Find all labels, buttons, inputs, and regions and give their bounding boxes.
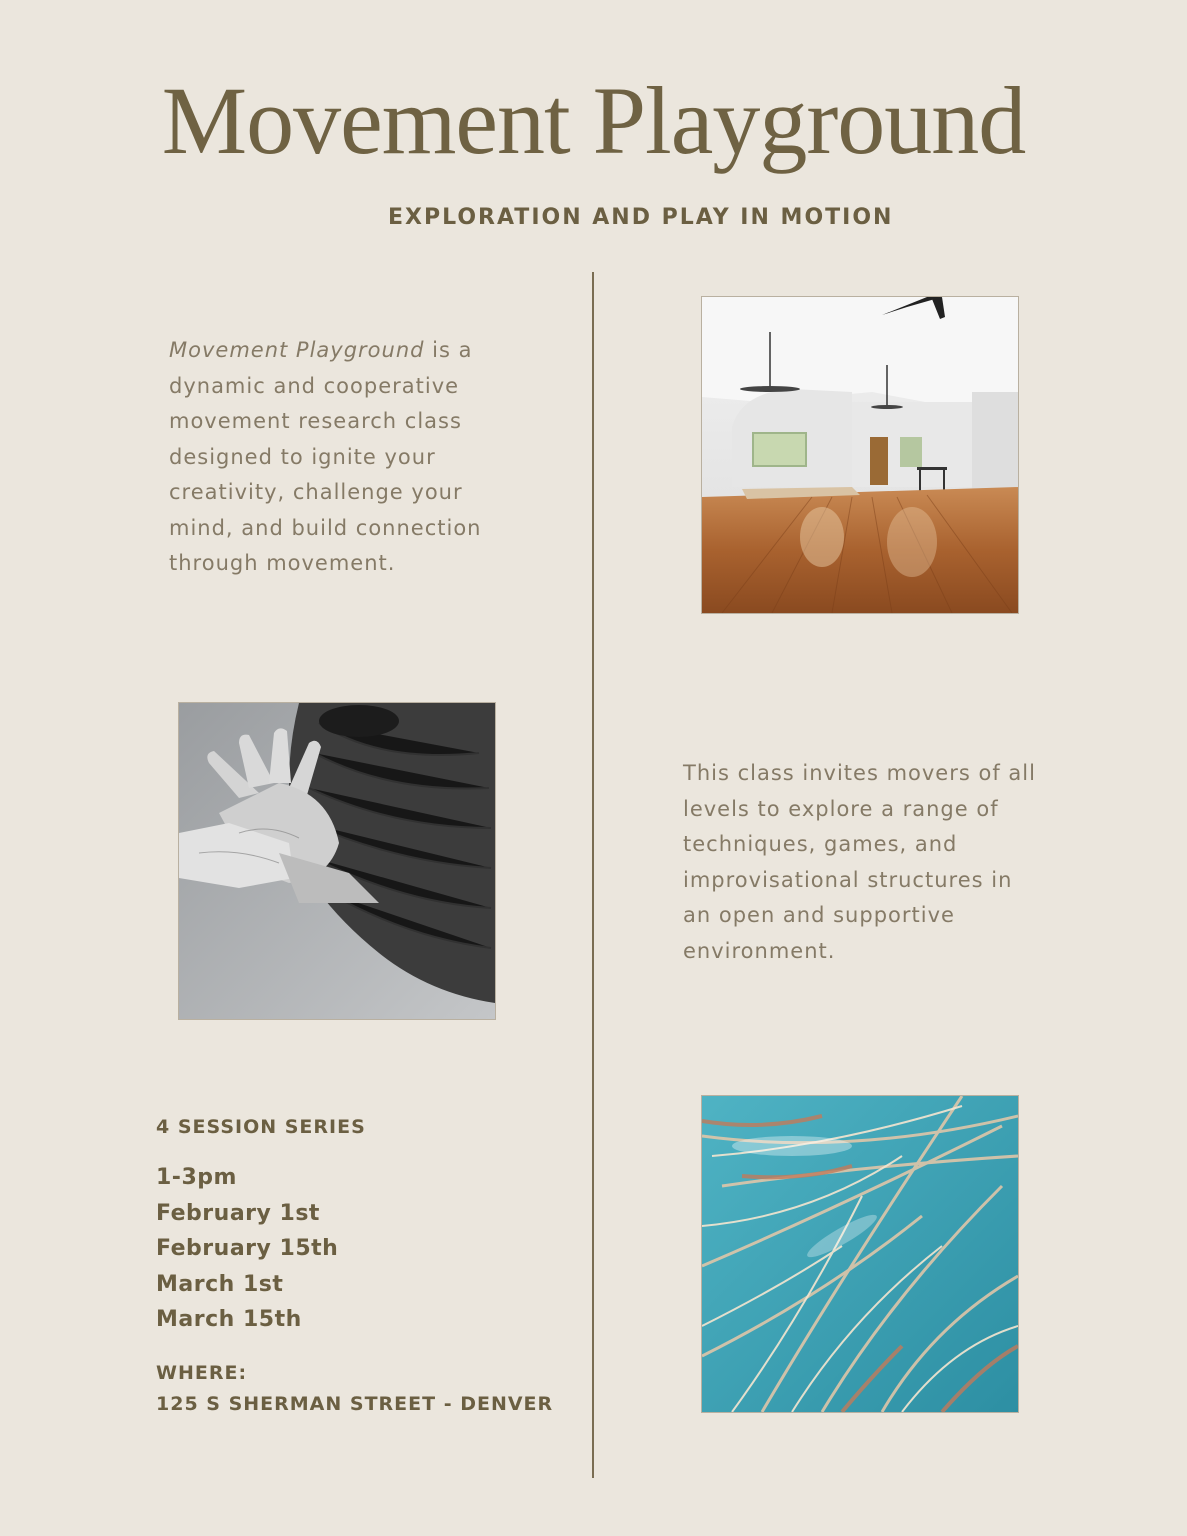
- schedule-details: [156, 1116, 553, 1420]
- session-date: February 15th: [156, 1236, 339, 1261]
- location-block: [156, 1358, 553, 1420]
- hands-photo: [178, 702, 496, 1020]
- location-address: 125 S SHERMAN STREET - DENVER: [156, 1392, 554, 1415]
- page-title: Movement Playground: [161, 67, 1026, 174]
- description-paragraph: This class invites movers of all levels to explore a range of techniques, games, and improvisational structures in an open and supportive environment.: [683, 761, 1036, 963]
- schedule-list: [156, 1160, 553, 1338]
- intro-class-name: Movement Playground: [169, 338, 425, 362]
- grass-photo: [701, 1095, 1019, 1413]
- session-date: February 1st: [156, 1200, 320, 1226]
- session-date: March 15th: [156, 1307, 302, 1332]
- studio-photo: [701, 296, 1019, 614]
- session-date: March 1st: [156, 1271, 284, 1297]
- session-time: 1-3pm: [156, 1165, 237, 1190]
- location-label: WHERE:: [156, 1361, 248, 1384]
- intro-text: is a dynamic and cooperative movement research class designed to ignite your creativity, challenge your mind, and build connection through movement.: [169, 338, 482, 575]
- series-label: 4 SESSION SERIES: [156, 1116, 366, 1138]
- intro-paragraph: [169, 333, 514, 582]
- vertical-divider: [592, 272, 594, 1478]
- page-subtitle: EXPLORATION AND PLAY IN MOTION: [388, 205, 894, 230]
